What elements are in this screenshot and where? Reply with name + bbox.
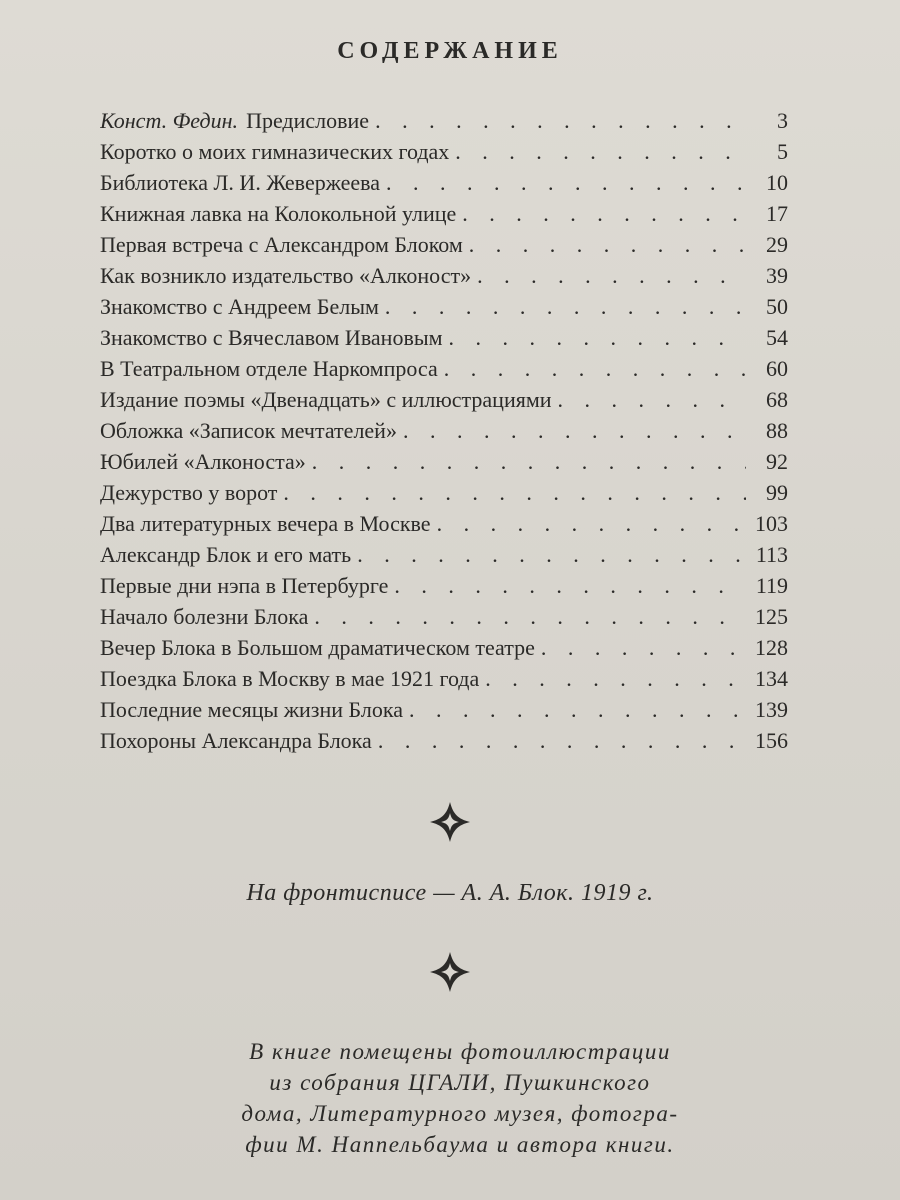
toc-entry-title xyxy=(100,542,351,568)
toc-entry xyxy=(100,666,788,697)
toc-entry-title xyxy=(100,263,471,289)
toc-entry-text: Александр Блок и его мать xyxy=(100,542,352,567)
toc-entry-text: Юбилей «Алконоста» xyxy=(100,449,306,474)
toc-entry-title xyxy=(100,201,456,227)
ornament-icon xyxy=(428,950,472,994)
toc-entry-page-number: 29 xyxy=(766,232,788,257)
toc-entry xyxy=(100,449,788,480)
table-of-contents xyxy=(100,108,788,759)
toc-entry-text: Книжная лавка на Колокольной улице xyxy=(100,201,457,226)
page-title: СОДЕРЖАНИЕ xyxy=(337,38,563,64)
toc-entry-author: Конст. Федин. xyxy=(100,108,239,133)
dot-leader xyxy=(431,511,746,537)
dot-leader xyxy=(397,418,746,444)
toc-entry-title xyxy=(100,108,369,134)
illustrations-note xyxy=(160,1036,760,1160)
toc-entry-title xyxy=(100,480,277,506)
dot-leader xyxy=(479,666,746,692)
toc-entry-text: Как возникло издательство «Алконост» xyxy=(100,263,472,288)
toc-entry-text: Библиотека Л. И. Жевержеева xyxy=(100,170,381,195)
dot-leader xyxy=(535,635,746,661)
toc-entry xyxy=(100,480,788,511)
toc-entry-text: Поездка Блока в Москву в мае 1921 года xyxy=(100,666,480,691)
toc-entry-title xyxy=(100,356,438,382)
toc-entry-title xyxy=(100,170,380,196)
toc-entry-page-number: 54 xyxy=(766,325,788,350)
dot-leader xyxy=(463,232,746,258)
toc-entry-page-number: 92 xyxy=(766,449,788,474)
toc-entry xyxy=(100,728,788,759)
toc-entry-page-number: 3 xyxy=(777,108,788,133)
toc-entry-text: Коротко о моих гимназических годах xyxy=(100,139,450,164)
toc-entry-page-number: 10 xyxy=(766,170,788,195)
toc-entry-text: Похороны Александра Блока xyxy=(100,728,372,753)
toc-entry-page-number: 156 xyxy=(755,728,788,753)
toc-entry xyxy=(100,387,788,418)
toc-entry xyxy=(100,325,788,356)
dot-leader xyxy=(438,356,746,382)
dot-leader xyxy=(471,263,746,289)
toc-entry-title xyxy=(100,573,388,599)
toc-entry-title xyxy=(100,449,306,475)
ornament-icon xyxy=(428,800,472,844)
dot-leader xyxy=(379,294,746,320)
toc-entry-title xyxy=(100,232,463,258)
toc-entry-text: Начало болезни Блока xyxy=(100,604,309,629)
toc-entry xyxy=(100,201,788,232)
toc-entry-text: Вечер Блока в Большом драматическом театре xyxy=(100,635,535,660)
toc-entry-page-number: 125 xyxy=(755,604,788,629)
dot-leader xyxy=(277,480,746,506)
toc-entry-page-number: 68 xyxy=(766,387,788,412)
toc-entry xyxy=(100,635,788,666)
toc-entry-page-number: 50 xyxy=(766,294,788,319)
note-line: В книге помещены фотоиллюстрации xyxy=(249,1039,671,1064)
dot-leader xyxy=(308,604,746,630)
toc-entry-text: Дежурство у ворот xyxy=(100,480,278,505)
toc-entry-text: Первые дни нэпа в Петербурге xyxy=(100,573,389,598)
toc-entry-text: Обложка «Записок мечтателей» xyxy=(100,418,397,443)
toc-entry-page-number: 103 xyxy=(755,511,788,536)
toc-entry-page-number: 39 xyxy=(766,263,788,288)
toc-entry xyxy=(100,139,788,170)
toc-entry-text: Последние месяцы жизни Блока xyxy=(100,697,403,722)
toc-entry xyxy=(100,542,788,573)
toc-entry-page-number: 119 xyxy=(755,573,788,598)
toc-entry-page-number: 5 xyxy=(777,139,788,164)
toc-entry xyxy=(100,170,788,201)
toc-entry xyxy=(100,294,788,325)
dot-leader xyxy=(449,139,746,165)
toc-entry-text: Два литературных вечера в Москве xyxy=(100,511,431,536)
toc-entry-title xyxy=(100,697,403,723)
toc-entry xyxy=(100,232,788,263)
toc-entry-text: Издание поэмы «Двенадцать» с иллюстрациями xyxy=(100,387,552,412)
toc-entry-title xyxy=(100,635,535,661)
toc-entry-text: Первая встреча с Александром Блоком xyxy=(100,232,463,257)
toc-entry xyxy=(100,356,788,387)
toc-entry xyxy=(100,697,788,728)
dot-leader xyxy=(403,697,746,723)
dot-leader xyxy=(369,108,746,134)
toc-entry-text: Знакомство с Вячеславом Ивановым xyxy=(100,325,443,350)
toc-entry xyxy=(100,604,788,635)
toc-entry-title xyxy=(100,666,479,692)
toc-entry-page-number: 17 xyxy=(766,201,788,226)
toc-entry-title xyxy=(100,728,372,754)
note-line: фии М. Наппельбаума и автора книги. xyxy=(245,1132,675,1157)
dot-leader xyxy=(380,170,746,196)
dot-leader xyxy=(552,387,746,413)
toc-entry-text: Знакомство с Андреем Белым xyxy=(100,294,379,319)
toc-entry-title xyxy=(100,294,379,320)
note-line: из собрания ЦГАЛИ, Пушкинского xyxy=(269,1070,651,1095)
toc-entry xyxy=(100,511,788,542)
dot-leader xyxy=(456,201,746,227)
dot-leader xyxy=(388,573,746,599)
toc-entry-text: В Театральном отделе Наркомпроса xyxy=(100,356,438,381)
toc-entry-text: Предисловие xyxy=(246,108,370,133)
toc-entry-page-number: 99 xyxy=(766,480,788,505)
toc-entry-page-number: 134 xyxy=(755,666,788,691)
toc-entry-title xyxy=(100,604,308,630)
toc-entry xyxy=(100,418,788,449)
toc-entry-page-number: 128 xyxy=(755,635,788,660)
toc-entry xyxy=(100,573,788,604)
dot-leader xyxy=(443,325,746,351)
toc-entry-title xyxy=(100,418,397,444)
toc-entry xyxy=(100,263,788,294)
toc-entry-title xyxy=(100,387,552,413)
dot-leader xyxy=(351,542,746,568)
frontispiece-caption: На фронтисписе — А. А. Блок. 1919 г. xyxy=(246,880,654,906)
toc-entry-page-number: 113 xyxy=(755,542,788,567)
toc-entry-title xyxy=(100,139,449,165)
note-line: дома, Литературного музея, фотогра- xyxy=(241,1101,679,1126)
toc-entry xyxy=(100,108,788,139)
toc-entry-page-number: 88 xyxy=(766,418,788,443)
toc-entry-page-number: 139 xyxy=(755,697,788,722)
toc-entry-title xyxy=(100,511,431,537)
toc-entry-page-number: 60 xyxy=(766,356,788,381)
dot-leader xyxy=(372,728,746,754)
dot-leader xyxy=(306,449,746,475)
toc-entry-title xyxy=(100,325,443,351)
